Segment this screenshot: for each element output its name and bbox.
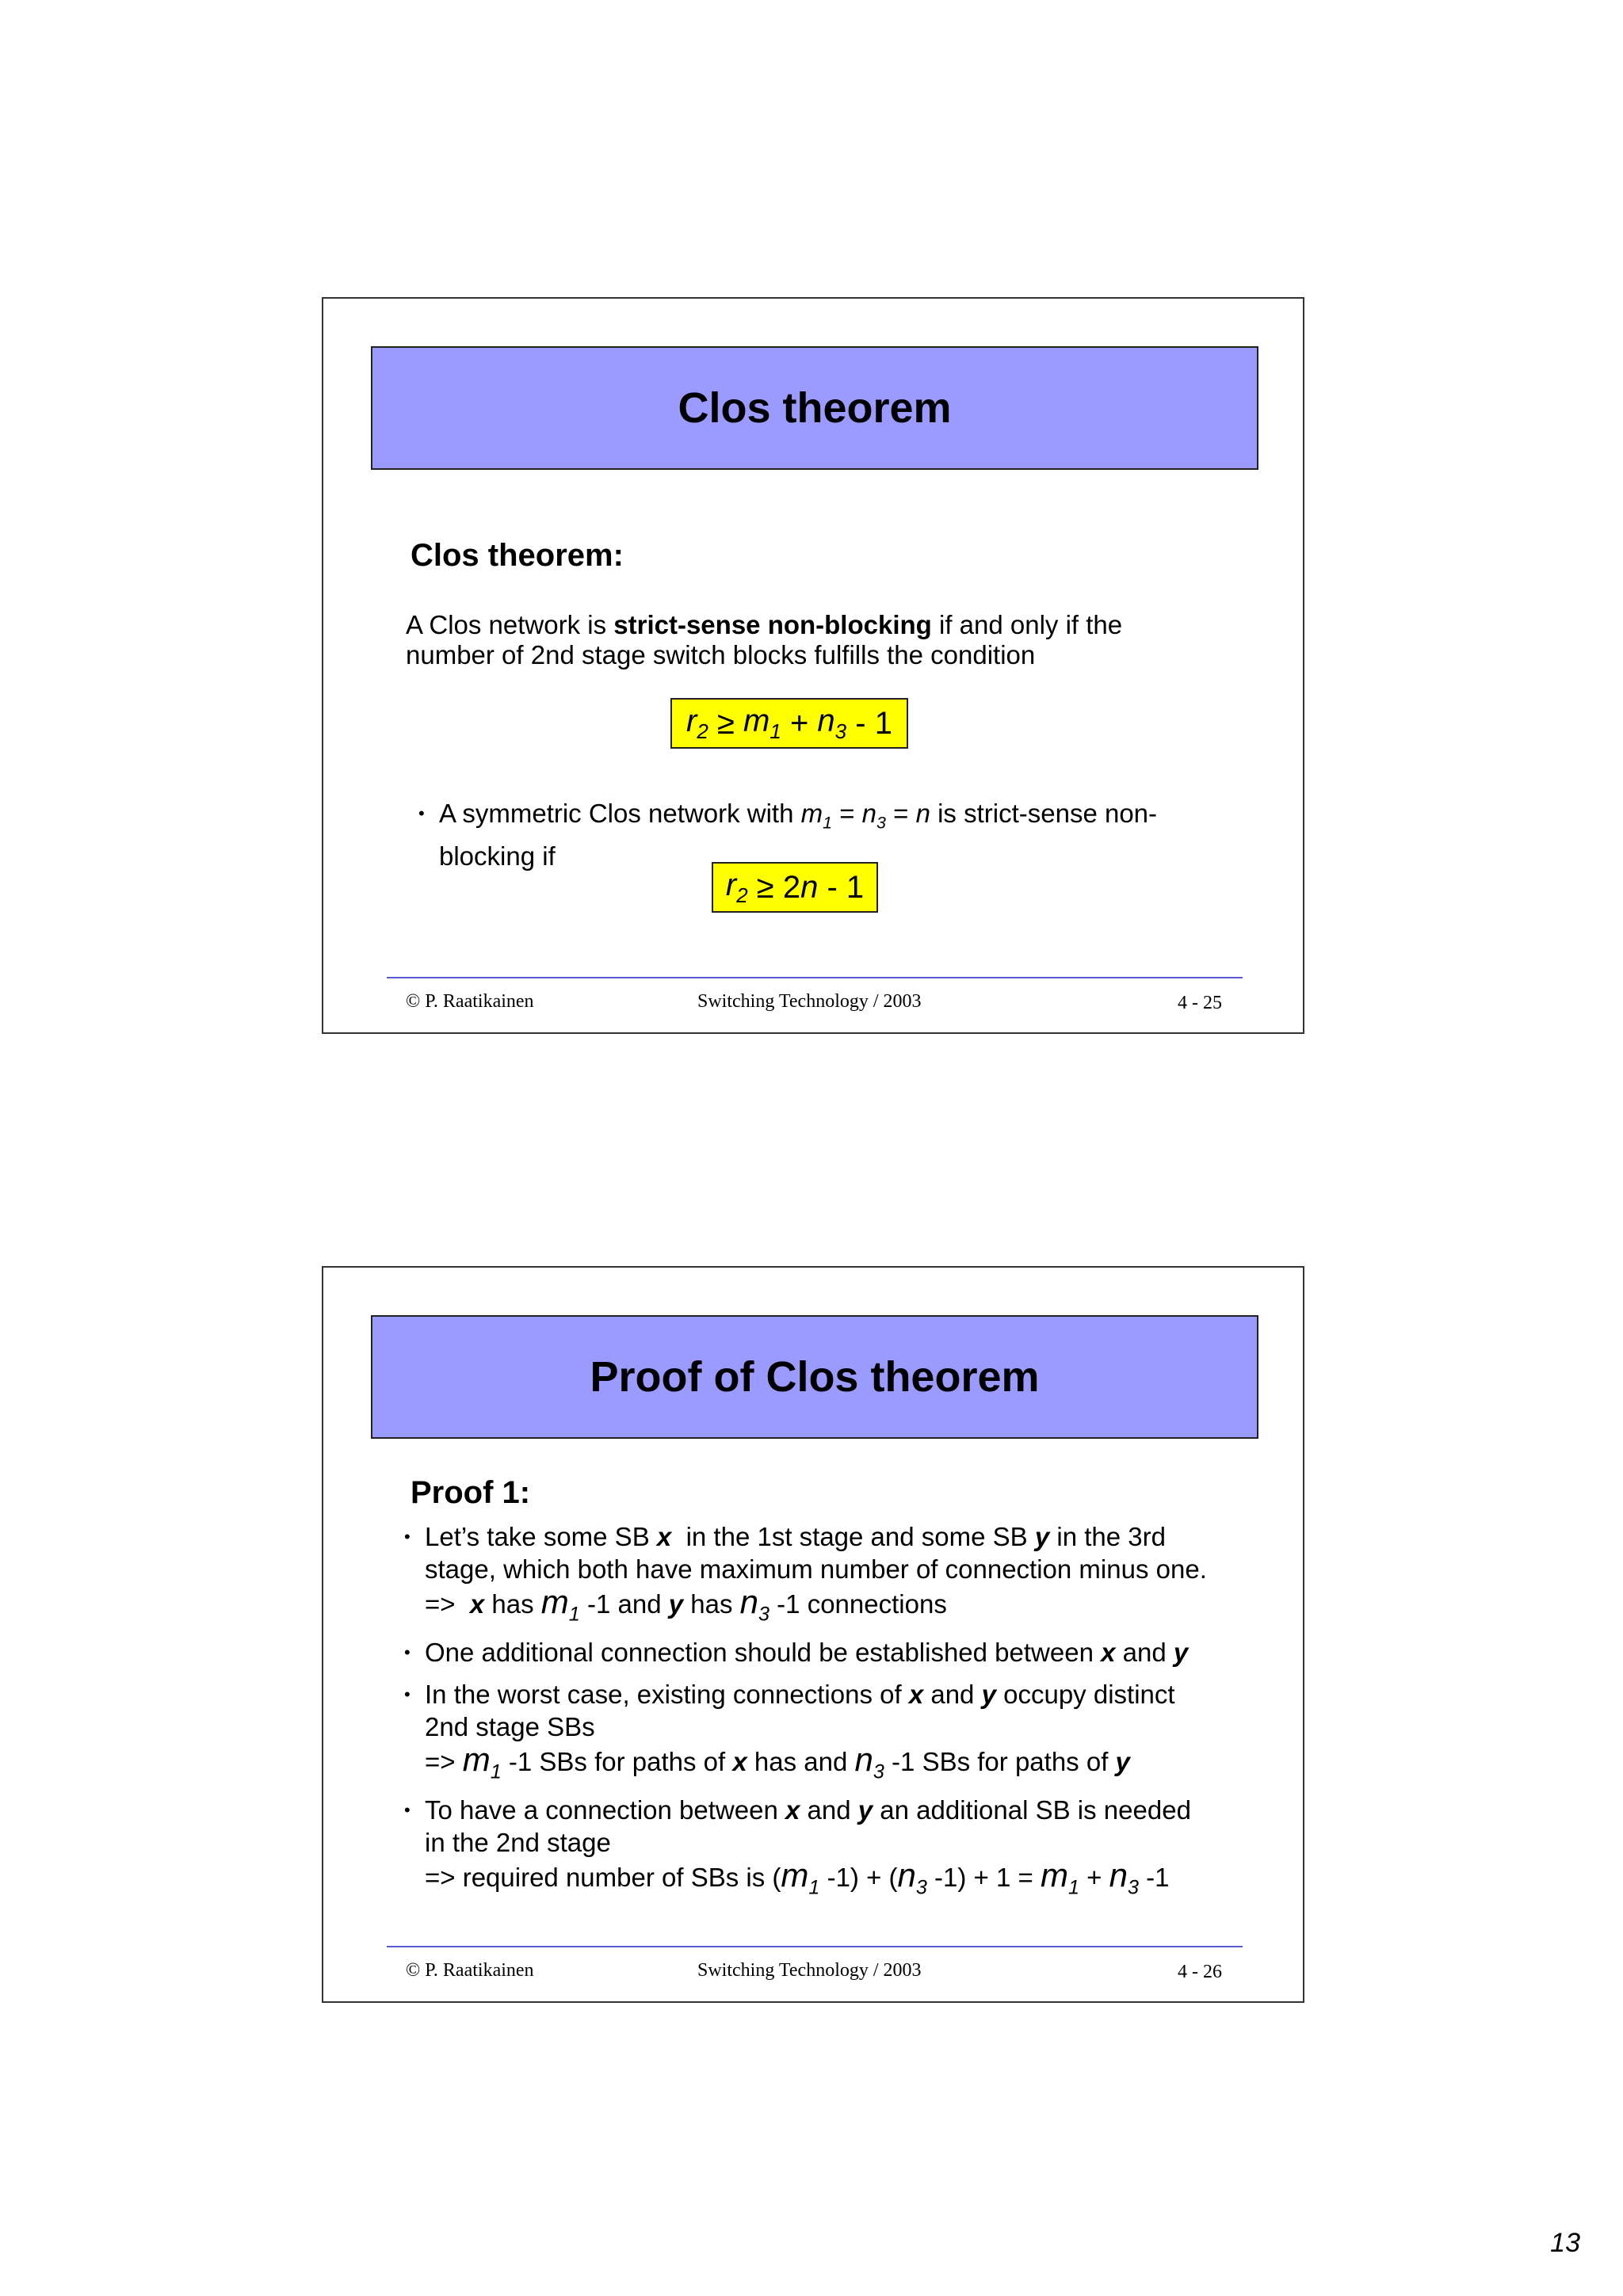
bullet-symmetric [418,797,1158,872]
formula-symmetric: $r_2$ ≥ 2 n - 1 [712,862,878,913]
slide-title-box [371,346,1258,470]
bullet-dot: • [418,803,425,823]
proof-bullet-3-line-2: 2nd stage SBs [425,1712,595,1741]
proof-bullet-2-line-1: One additional connection should be established between x and y [425,1638,1189,1667]
footer-rule [387,977,1243,978]
proof-bullet-2 [404,1636,1189,1669]
footer-slide-number: 4 - 26 [1178,1962,1222,1982]
section-heading: Clos theorem: [411,538,624,573]
section-heading: Proof 1: [411,1475,531,1510]
theorem-line-2: number of 2nd stage switch blocks fulfills the condition [406,640,1036,669]
bullet-line-2: blocking if [439,841,556,871]
proof-bullet-1-line-2: stage, which both have maximum number of connection minus one. [425,1554,1207,1584]
proof-bullet-4 [404,1794,1191,1904]
formula-condition: $r_2$ ≥ $m_1$ + $n_3$ - 1 [670,698,908,749]
bullet-dot: • [404,1642,411,1662]
footer-slide-number: 4 - 25 [1178,993,1222,1013]
proof-bullet-1-line-1: Let’s take some SB x in the 1st stage and some SB y in the 3rd [425,1522,1166,1551]
theorem-statement [406,610,1122,670]
slide-title-box [371,1315,1258,1439]
slide-proof-of-clos-theorem [322,1266,1304,2003]
footer-author: © P. Raatikainen [406,1960,534,1981]
proof-bullet-3-line-1: In the worst case, existing connections of x and y occupy distinct [425,1680,1175,1709]
page-number: 13 [1550,2228,1580,2258]
theorem-line-1: A Clos network is strict-sense non-blocking if and only if the [406,610,1123,639]
slide-title: Proof of Clos theorem [590,1353,1040,1401]
proof-bullet-4-line-3: => required number of SBs is ($m_1$ $-1) + (n_3$ $-1) + 1 = m_1 + n_3$ -1 [425,1856,1170,1899]
proof-bullet-3 [404,1678,1175,1788]
proof-bullet-4-line-2: in the 2nd stage [425,1828,611,1857]
bullet-dot: • [404,1527,411,1547]
proof-bullet-3-line-3: => $m_1$ -1 SBs for paths of x has and $n_3$ -1 SBs for paths of y [425,1741,1130,1783]
slide-title: Clos theorem [678,384,952,432]
bullet-dot: • [404,1800,411,1820]
footer-rule [387,1946,1243,1947]
footer-author: © P. Raatikainen [406,991,534,1012]
bullet-line-1: A symmetric Clos network with $m_1 = n_3 = n$ is strict-sense non- [439,799,1158,833]
footer-course: Switching Technology / 2003 [697,991,922,1012]
proof-bullet-1 [404,1520,1207,1630]
slide-clos-theorem [322,297,1304,1034]
footer-course: Switching Technology / 2003 [697,1960,922,1981]
bullet-dot: • [404,1684,411,1704]
proof-bullet-1-line-3: => x has $m_1$ -1 and y has $n_3$ -1 connections [425,1583,947,1626]
proof-bullet-4-line-1: To have a connection between x and y an additional SB is needed [425,1795,1191,1825]
